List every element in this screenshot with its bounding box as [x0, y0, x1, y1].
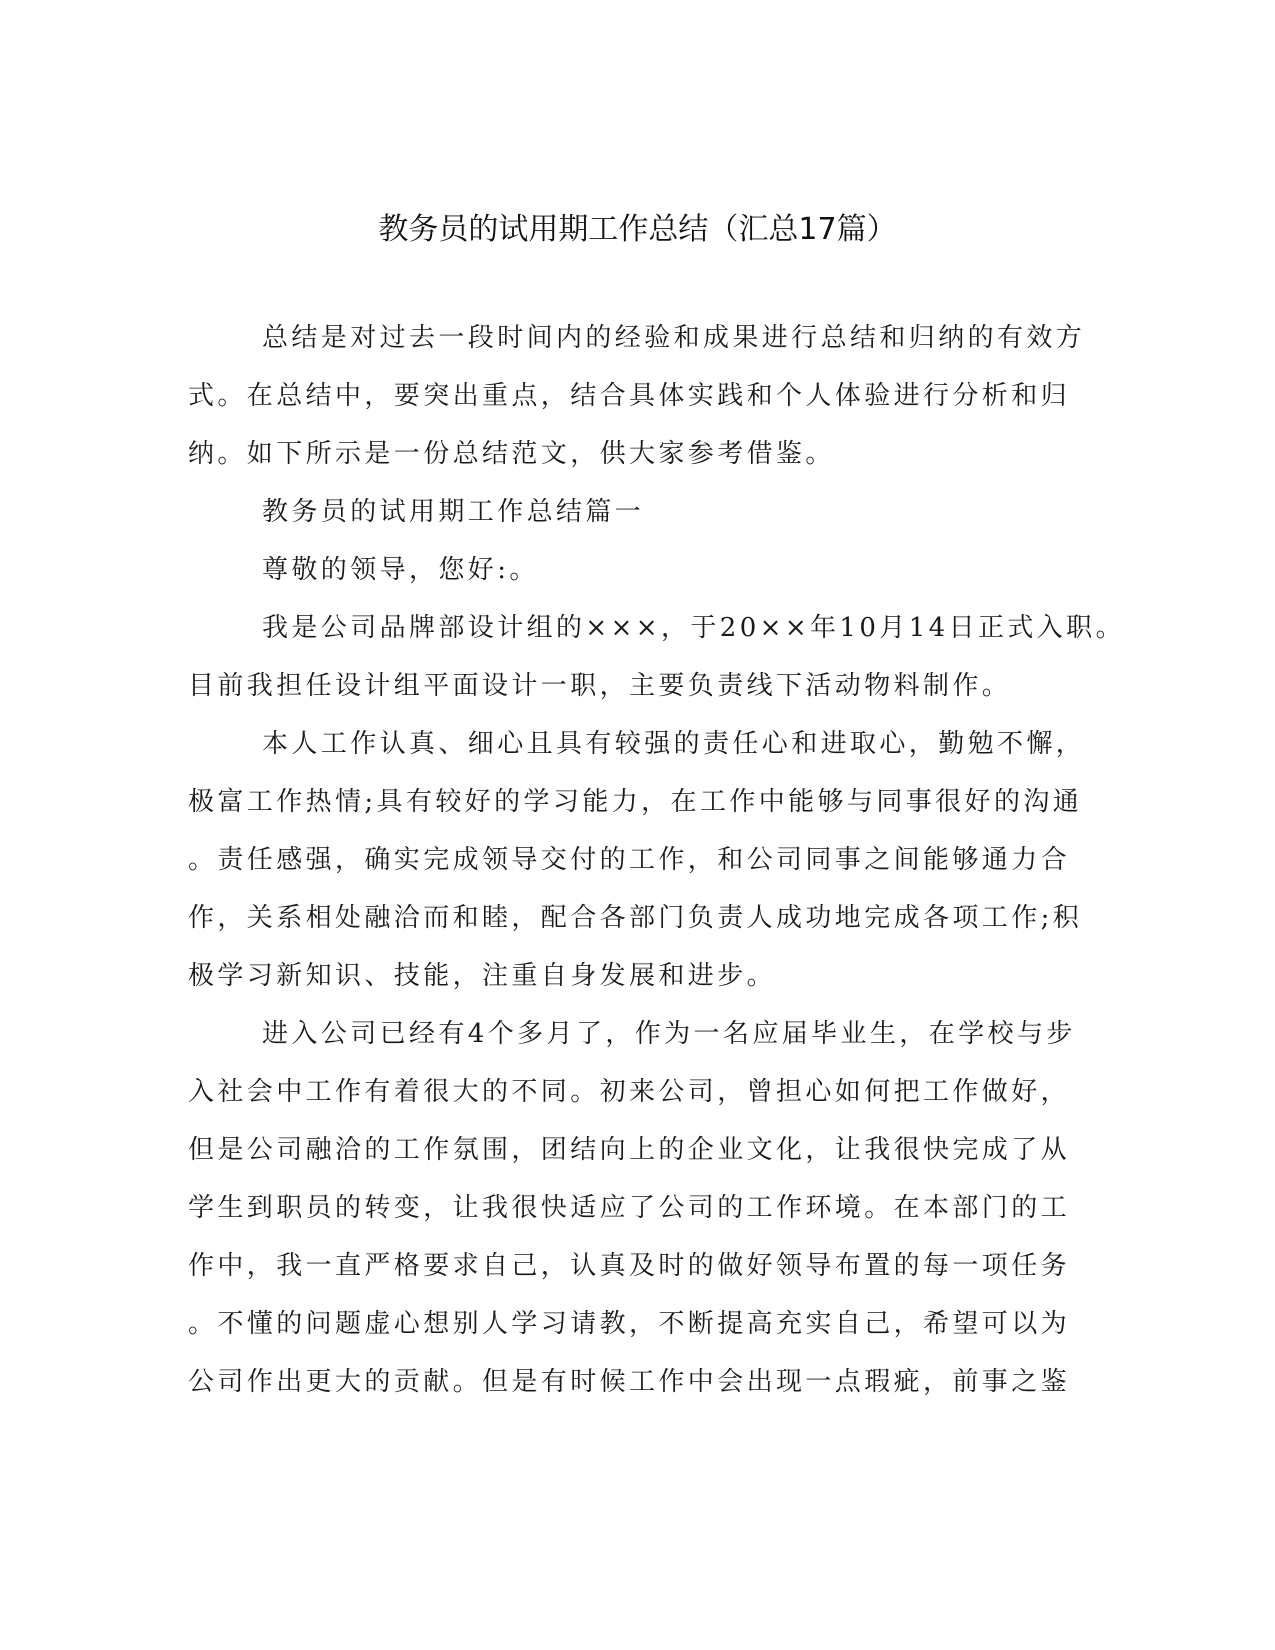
paragraph-line: 公司作出更大的贡献。但是有时候工作中会出现一点瑕疵，前事之鉴	[188, 1367, 1071, 1397]
paragraph-line: 作，关系相处融洽而和睦，配合各部门负责人成功地完成各项工作;积	[188, 903, 1083, 933]
paragraph-line: 式。在总结中，要突出重点，结合具体实践和个人体验进行分析和归	[188, 381, 1071, 411]
salutation: 尊敬的领导，您好:。	[262, 555, 539, 585]
paragraph-line: 我是公司品牌部设计组的×××，于20××年10月14日正式入职。	[262, 613, 1125, 643]
paragraph-line: 总结是对过去一段时间内的经验和成果进行总结和归纳的有效方	[262, 323, 1086, 353]
paragraph-line: 进入公司已经有4个多月了，作为一名应届毕业生，在学校与步	[262, 1019, 1076, 1049]
paragraph-line: 入社会中工作有着很大的不同。初来公司，曾担心如何把工作做好，	[188, 1077, 1071, 1107]
paragraph-line: 但是公司融洽的工作氛围，团结向上的企业文化，让我很快完成了从	[188, 1135, 1071, 1165]
paragraph-line: 本人工作认真、细心且具有较强的责任心和进取心，勤勉不懈，	[262, 729, 1086, 759]
paragraph-line: 纳。如下所示是一份总结范文，供大家参考借鉴。	[188, 439, 835, 469]
paragraph-line: 学生到职员的转变，让我很快适应了公司的工作环境。在本部门的工	[188, 1193, 1071, 1223]
paragraph-line: 。不懂的问题虚心想别人学习请教，不断提高充实自己，希望可以为	[188, 1309, 1071, 1339]
document-title: 教务员的试用期工作总结（汇总17篇）	[378, 212, 897, 247]
paragraph-line: 极富工作热情;具有较好的学习能力，在工作中能够与同事很好的沟通	[188, 787, 1083, 817]
section-heading: 教务员的试用期工作总结篇一	[262, 497, 645, 527]
paragraph-line: 作中，我一直严格要求自己，认真及时的做好领导布置的每一项任务	[188, 1251, 1071, 1281]
paragraph-line: 。责任感强，确实完成领导交付的工作，和公司同事之间能够通力合	[188, 845, 1071, 875]
paragraph-line: 极学习新知识、技能，注重自身发展和进步。	[188, 961, 777, 991]
paragraph-line: 目前我担任设计组平面设计一职，主要负责线下活动物料制作。	[188, 671, 1012, 701]
